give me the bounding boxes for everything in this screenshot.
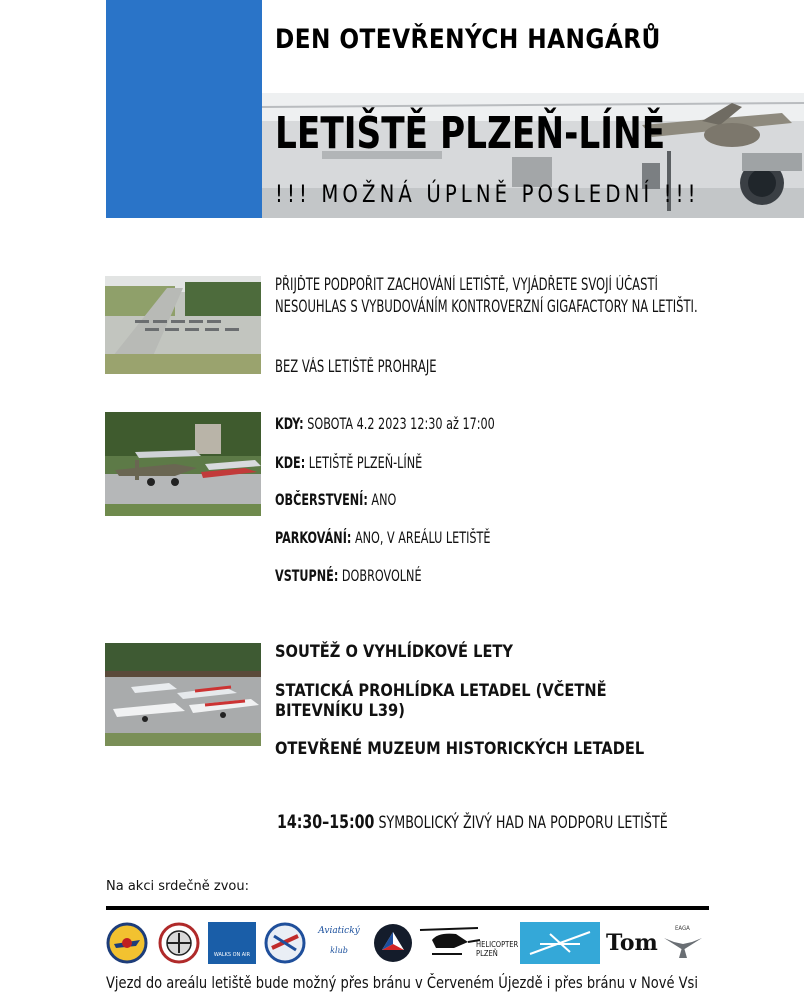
aviaticky-klub-line1: Aviatický — [318, 926, 360, 936]
program-item-static-line2: BITEVNÍKU L39) — [275, 701, 405, 721]
program-item-static-display — [275, 681, 607, 721]
helicopter-city: PLZEŇ — [476, 949, 498, 958]
helicopter-text: HELICOPTER — [476, 940, 519, 949]
food-value: ANO — [371, 490, 397, 509]
entry-directions: Vjezd do areálu letiště bude možný přes bránu v Červeném Újezdě i přes bránu v Nové Vsi — [106, 973, 698, 992]
walks-on-air-text: WALKS ON AIR — [213, 952, 251, 958]
emblem-logo-2 — [158, 922, 200, 964]
program-item-museum: OTEVŘENÉ MUZEUM HISTORICKÝCH LETADEL — [275, 739, 645, 759]
snake-time: 14:30–15:00 — [277, 811, 375, 833]
emblem-logo-1 — [106, 922, 148, 964]
when-value: SOBOTA 4.2 2023 12:30 až 17:00 — [307, 414, 495, 433]
where-line — [275, 453, 422, 472]
program-item-static-line1: STATICKÁ PROHLÍDKA LETADEL (VČETNĚ — [275, 681, 607, 701]
snake-line — [277, 811, 668, 833]
invite-text: Na akci srdečně zvou: — [106, 879, 249, 894]
partner-logos — [106, 922, 709, 964]
photo-runway-aerial — [105, 276, 261, 374]
tom-logo: Tom — [606, 930, 658, 956]
entry-label: VSTUPNÉ: — [275, 566, 339, 585]
parking-label: PARKOVÁNÍ: — [275, 528, 352, 547]
parking-value: ANO, V AREÁLU LETIŠTĚ — [354, 528, 491, 547]
aviaticky-klub-line2: klub — [330, 946, 348, 955]
where-value: LETIŠTĚ PLZEŇ-LÍNĚ — [308, 453, 423, 472]
parking-line — [275, 528, 490, 547]
food-line — [275, 490, 396, 509]
where-label: KDE: — [275, 453, 306, 472]
snake-text: SYMBOLICKÝ ŽIVÝ HAD NA PODPORU LETIŠTĚ — [378, 813, 668, 833]
photo-light-aircraft — [105, 643, 261, 746]
intro-note: BEZ VÁS LETIŠTĚ PROHRAJE — [275, 357, 437, 376]
event-title: DEN OTEVŘENÝCH HANGÁRŮ — [275, 24, 661, 55]
emblem-logo-6 — [372, 922, 414, 964]
helicopter-plzen-logo — [418, 922, 518, 964]
emblem-logo-4 — [264, 922, 306, 964]
airport-title: LETIŠTĚ PLZEŇ-LÍNĚ — [275, 108, 666, 159]
eaga-logo — [662, 922, 704, 964]
program-item-flights: SOUTĚŽ O VYHLÍDKOVÉ LETY — [275, 642, 513, 662]
subtitle: !!! MOŽNÁ ÚPLNĚ POSLEDNÍ !!! — [275, 180, 700, 208]
walks-on-air-logo — [208, 922, 256, 964]
when-label: KDY: — [275, 414, 304, 433]
divider — [106, 906, 709, 910]
food-label: OBČERSTVENÍ: — [275, 490, 368, 509]
header-color-block — [106, 0, 262, 218]
eaga-text: EAGA — [675, 925, 690, 932]
entry-value: DOBROVOLNÉ — [341, 566, 422, 585]
photo-aircraft-display — [105, 412, 261, 516]
when-line — [275, 414, 495, 433]
intro-text: PŘIJĎTE PODPOŘIT ZACHOVÁNÍ LETIŠTĚ, VYJÁDŘETE SVOJÍ ÚČASTÍ NESOUHLAS S VYBUDOVÁNÍM KONTROVERZNÍ GIGAFACTORY NA LETIŠTI. — [275, 275, 698, 316]
blue-aircraft-logo — [520, 922, 600, 964]
entry-line — [275, 566, 422, 585]
aviaticky-klub-logo — [314, 922, 364, 964]
